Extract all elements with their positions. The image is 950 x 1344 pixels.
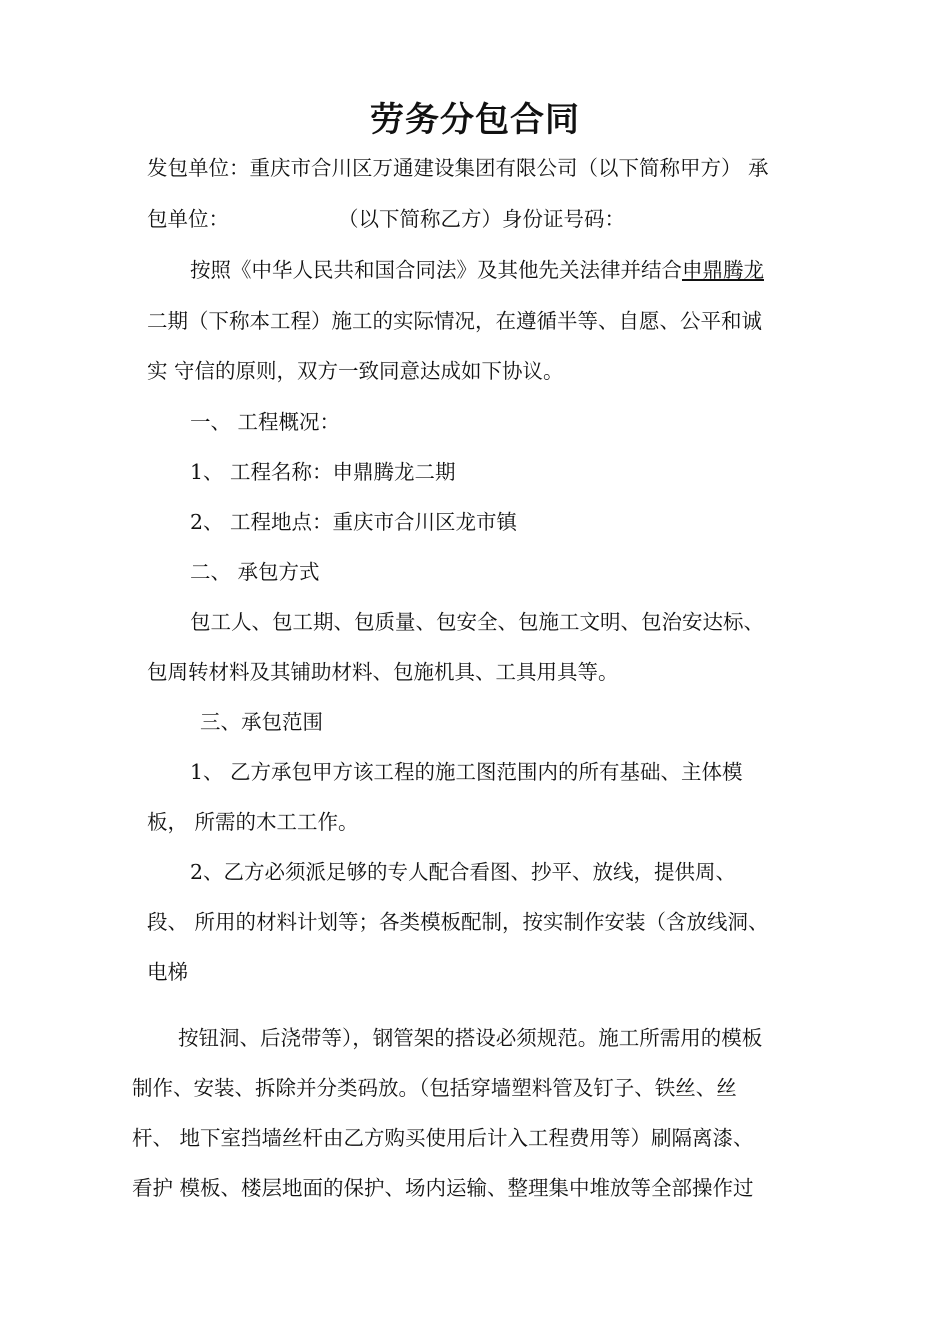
text-line: 板， 所需的木工工作。	[147, 810, 359, 834]
text-line: 按钮洞、后浇带等），钢管架的搭设必须规范。施工所需用的模板	[178, 1026, 763, 1050]
text-line: 实 守信的原则，双方一致同意达成如下协议。	[147, 359, 564, 383]
text-line: （以下简称乙方）身份证号码：	[338, 207, 625, 231]
text-line: 杆、 地下室挡墙丝杆由乙方购买使用后计入工程费用等）刷隔离漆、	[132, 1126, 754, 1150]
text-line: 看护 模板、楼层地面的保护、场内运输、整理集中堆放等全部操作过	[132, 1176, 754, 1200]
section-heading: 一、 工程概况：	[190, 410, 341, 434]
document-title: 劳务分包合同	[370, 100, 580, 140]
text-line: 包工人、包工期、包质量、包安全、包施工文明、包治安达标、	[190, 610, 764, 634]
text-line: 制作、安装、拆除并分类码放。（包括穿墙塑料管及钉子、铁丝、丝	[132, 1076, 737, 1100]
text-line: 包周转材料及其铺助材料、包施机具、工具用具等。	[147, 660, 619, 684]
text-line	[190, 260, 764, 281]
text-span: 按照《中华人民共和国合同法》及其他先关法律并结合	[190, 258, 682, 282]
section-heading: 二、 承包方式	[190, 560, 320, 584]
list-item: 1、 乙方承包甲方该工程的施工图范围内的所有基础、主体模	[190, 760, 743, 784]
text-line: 发包单位：重庆市合川区万通建设集团有限公司（以下简称甲方） 承	[147, 156, 769, 180]
list-item: 2、 工程地点：重庆市合川区龙市镇	[190, 510, 518, 534]
text-line: 电梯	[147, 960, 188, 984]
text-line: 包单位：	[147, 207, 229, 231]
list-item: 1、 工程名称：申鼎腾龙二期	[190, 460, 456, 484]
project-name-underlined: 申鼎腾龙	[682, 258, 764, 282]
text-line: 二期（下称本工程）施工的实际情况，在遵循半等、自愿、公平和诚	[147, 309, 762, 333]
text-line: 段、 所用的材料计划等；各类模板配制，按实制作安装（含放线洞、	[147, 910, 769, 934]
section-heading: 三、承包范围	[200, 710, 323, 734]
list-item: 2、乙方必须派足够的专人配合看图、抄平、放线，提供周、	[190, 860, 737, 884]
